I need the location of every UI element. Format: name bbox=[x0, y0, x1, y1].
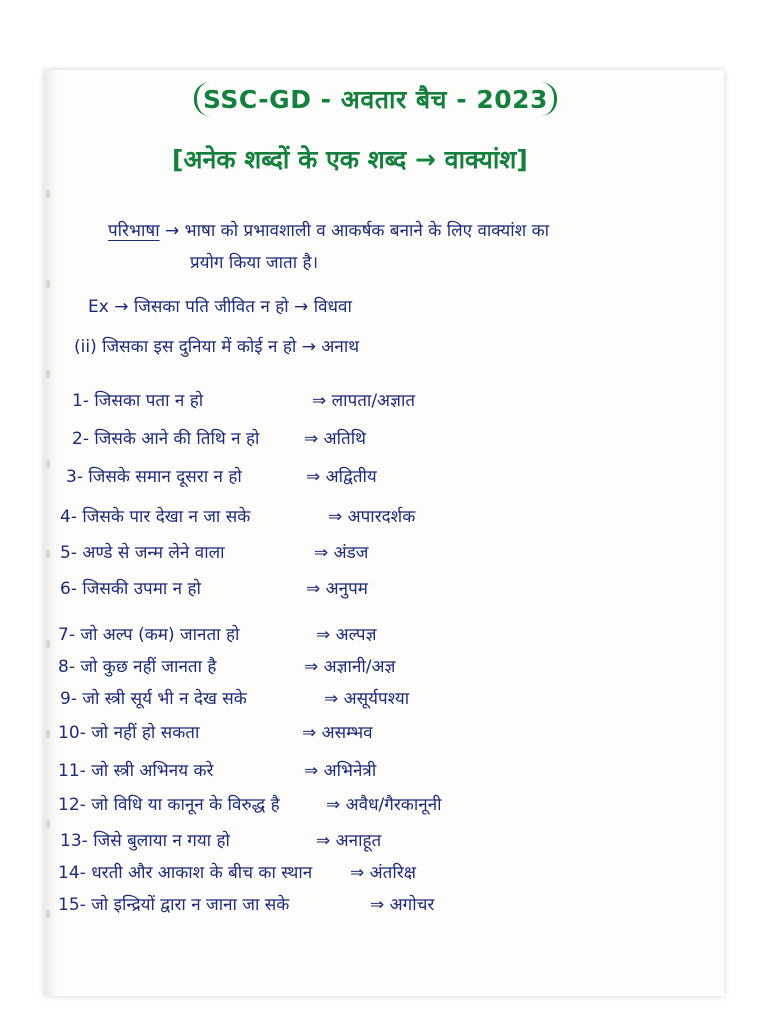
item-number: 14- bbox=[58, 863, 86, 883]
list-item bbox=[60, 572, 368, 606]
example-prefix: (ii) bbox=[74, 337, 97, 357]
item-phrase: जो इन्द्रियों द्वारा न जाना जा सके bbox=[91, 895, 290, 915]
item-phrase: जो नहीं हो सकता bbox=[91, 723, 200, 743]
page-subtitle: [अनेक शब्दों के एक शब्द → वाक्यांश] bbox=[172, 145, 528, 174]
definition-line-2 bbox=[190, 246, 318, 280]
item-answer: लापता/अज्ञात bbox=[331, 391, 416, 411]
list-item bbox=[60, 824, 382, 858]
item-answer-group bbox=[324, 682, 409, 716]
item-answer-group bbox=[304, 650, 395, 684]
item-phrase: जिसकी उपमा न हो bbox=[82, 579, 201, 599]
list-item bbox=[58, 650, 396, 684]
item-phrase: जिसके पार देखा न जा सके bbox=[82, 507, 251, 527]
margin-hole bbox=[46, 640, 50, 648]
list-item bbox=[58, 888, 435, 922]
item-number: 6- bbox=[60, 579, 77, 599]
example-answer: अनाथ bbox=[321, 337, 360, 357]
item-answer: अतिथि bbox=[323, 429, 367, 449]
item-answer: अल्पज्ञ bbox=[335, 625, 377, 645]
item-answer: अवैध/गैरकानूनी bbox=[345, 795, 442, 815]
margin-hole bbox=[46, 190, 50, 198]
item-phrase: जो विधि या कानून के विरुद्ध है bbox=[91, 795, 280, 815]
item-number: 11- bbox=[58, 761, 86, 781]
margin-hole bbox=[46, 460, 50, 468]
definition-arrow: → bbox=[165, 221, 180, 241]
item-number: 12- bbox=[58, 795, 86, 815]
item-answer: अंतरिक्ष bbox=[369, 863, 416, 883]
list-item bbox=[58, 788, 442, 822]
list-item bbox=[72, 422, 367, 456]
margin-hole bbox=[46, 730, 50, 738]
item-answer: अज्ञानी/अज्ञ bbox=[323, 657, 396, 677]
example-row-1 bbox=[88, 290, 352, 324]
item-answer: अनाहूत bbox=[335, 831, 382, 851]
margin-hole bbox=[46, 280, 50, 288]
item-arrow: ⇒ bbox=[328, 507, 343, 527]
item-answer: असम्भव bbox=[321, 723, 373, 743]
example-row-2 bbox=[74, 330, 359, 364]
item-number: 2- bbox=[72, 429, 89, 449]
item-arrow: ⇒ bbox=[350, 863, 365, 883]
definition-text-2: प्रयोग किया जाता है। bbox=[190, 253, 319, 273]
definition-term: परिभाषा bbox=[108, 221, 160, 241]
example-answer: विधवा bbox=[313, 297, 352, 317]
item-number: 9- bbox=[60, 689, 77, 709]
item-answer-group bbox=[304, 754, 376, 788]
item-arrow: ⇒ bbox=[316, 625, 331, 645]
list-item bbox=[58, 716, 373, 750]
example-prefix: Ex → bbox=[88, 297, 129, 317]
item-phrase: धरती और आकाश के बीच का स्थान bbox=[91, 863, 313, 883]
example-arrow: → bbox=[301, 337, 316, 357]
item-answer-group bbox=[306, 572, 368, 606]
item-answer: अनुपम bbox=[325, 579, 368, 599]
list-item bbox=[72, 384, 416, 418]
list-item bbox=[60, 536, 369, 570]
item-arrow: ⇒ bbox=[312, 391, 327, 411]
definition-text-1: भाषा को प्रभावशाली व आकर्षक बनाने के लिए वाक्यांश का bbox=[184, 221, 550, 241]
page-title: SSC-GD - अवतार बैच - 2023 bbox=[194, 82, 557, 116]
item-answer: अद्वितीय bbox=[325, 467, 377, 487]
item-answer: अगोचर bbox=[389, 895, 435, 915]
example-phrase: जिसका पति जीवित न हो bbox=[133, 297, 289, 317]
item-number: 8- bbox=[58, 657, 75, 677]
item-phrase: जो स्त्री सूर्य भी न देख सके bbox=[82, 689, 247, 709]
item-answer: अपारदर्शक bbox=[347, 507, 416, 527]
item-answer-group bbox=[350, 856, 416, 890]
item-answer-group bbox=[302, 716, 373, 750]
margin-hole bbox=[46, 550, 50, 558]
item-phrase: जो स्त्री अभिनय करे bbox=[91, 761, 214, 781]
item-phrase: जो अल्प (कम) जानता हो bbox=[80, 625, 240, 645]
list-item bbox=[58, 856, 416, 890]
item-phrase: अण्डे से जन्म लेने वाला bbox=[82, 543, 225, 563]
item-answer-group bbox=[316, 618, 377, 652]
item-number: 7- bbox=[58, 625, 75, 645]
item-phrase: जिसका पता न हो bbox=[94, 391, 204, 411]
item-phrase: जिसे बुलाया न गया हो bbox=[93, 831, 230, 851]
item-number: 3- bbox=[66, 467, 83, 487]
item-arrow: ⇒ bbox=[324, 689, 339, 709]
item-number: 15- bbox=[58, 895, 86, 915]
item-answer-group bbox=[328, 500, 415, 534]
list-item bbox=[60, 500, 416, 534]
item-arrow: ⇒ bbox=[302, 723, 317, 743]
item-answer-group bbox=[326, 788, 442, 822]
item-arrow: ⇒ bbox=[314, 543, 329, 563]
item-arrow: ⇒ bbox=[306, 579, 321, 599]
item-number: 5- bbox=[60, 543, 77, 563]
item-answer-group bbox=[316, 824, 381, 858]
list-item bbox=[66, 460, 377, 494]
item-arrow: ⇒ bbox=[304, 761, 319, 781]
margin-hole bbox=[46, 370, 50, 378]
item-arrow: ⇒ bbox=[370, 895, 385, 915]
item-answer-group bbox=[304, 422, 366, 456]
list-item bbox=[60, 682, 410, 716]
item-answer-group bbox=[306, 460, 377, 494]
list-item bbox=[58, 754, 377, 788]
item-arrow: ⇒ bbox=[304, 657, 319, 677]
notebook-page bbox=[44, 70, 724, 996]
item-arrow: ⇒ bbox=[316, 831, 331, 851]
list-item bbox=[58, 618, 377, 652]
item-number: 13- bbox=[60, 831, 88, 851]
item-phrase: जिसके समान दूसरा न हो bbox=[88, 467, 242, 487]
item-arrow: ⇒ bbox=[306, 467, 321, 487]
margin-hole bbox=[46, 820, 50, 828]
item-answer: असूर्यपश्या bbox=[343, 689, 410, 709]
example-arrow: → bbox=[294, 297, 309, 317]
item-phrase: जिसके आने की तिथि न हो bbox=[94, 429, 260, 449]
item-answer-group bbox=[370, 888, 434, 922]
item-answer: अभिनेत्री bbox=[323, 761, 377, 781]
item-phrase: जो कुछ नहीं जानता है bbox=[80, 657, 217, 677]
item-arrow: ⇒ bbox=[326, 795, 341, 815]
item-arrow: ⇒ bbox=[304, 429, 319, 449]
margin-holes bbox=[46, 70, 54, 996]
item-number: 1- bbox=[72, 391, 89, 411]
margin-hole bbox=[46, 910, 50, 918]
item-answer-group bbox=[314, 536, 368, 570]
definition-line-1 bbox=[108, 214, 549, 248]
item-number: 4- bbox=[60, 507, 77, 527]
item-answer: अंडज bbox=[333, 543, 369, 563]
item-answer-group bbox=[312, 384, 415, 418]
example-phrase: जिसका इस दुनिया में कोई न हो bbox=[102, 337, 297, 357]
item-number: 10- bbox=[58, 723, 86, 743]
